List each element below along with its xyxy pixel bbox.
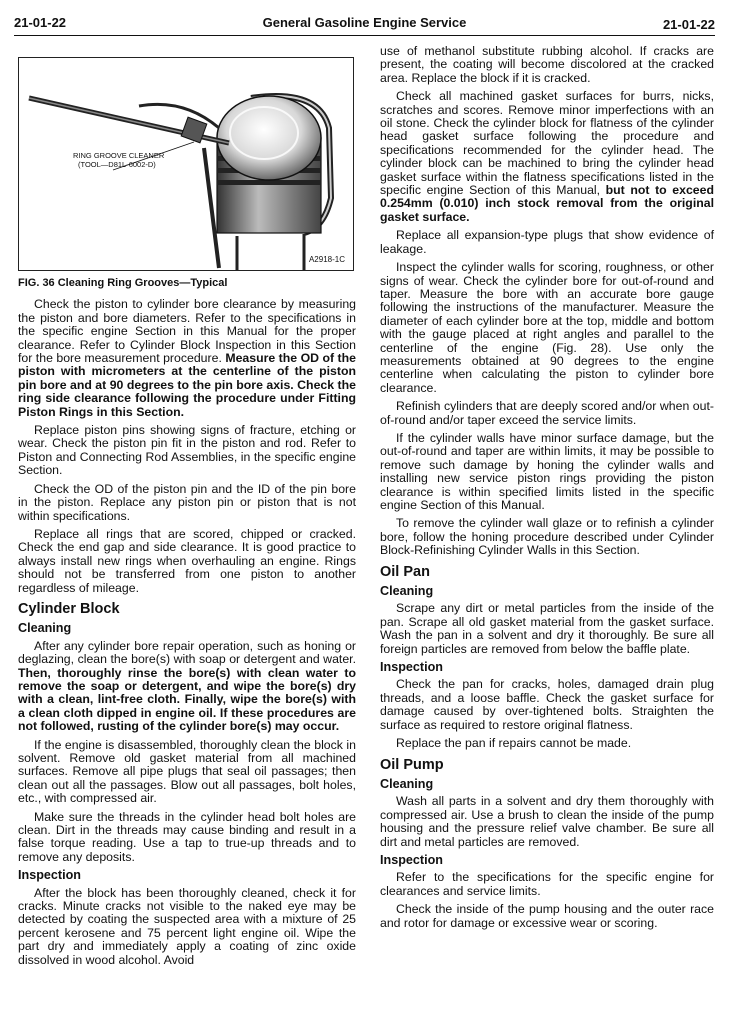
paragraph: Refer to the specifications for the specific engine for clearances and service limits. [380,870,714,898]
piston-illustration [19,58,353,270]
subheading-inspection: Inspection [18,868,81,883]
section-heading-cylinder-block: Cylinder Block [18,600,120,617]
subheading-cleaning: Cleaning [18,621,72,636]
bold-text-run: Measure the OD of the piston with micrometers at the centerline of the piston pin bore and at 90 degrees to the pin bore axis. Check the ring side clearance following the procedure under Fitting Piston Rings in this Section. [18,351,356,419]
section-heading-oil-pan: Oil Pan [380,563,430,580]
figure-caption: FIG. 36 Cleaning Ring Grooves—Typical [18,277,228,289]
paragraph: Replace the pan if repairs cannot be made. [396,736,632,751]
figure-tool-number: (TOOL—D81L-6002-D) [78,159,156,169]
paragraph: Scrape any dirt or metal particles from the inside of the pan. Scrape all old gasket material from the gasket surface. Wash the pan in a solvent and dry it thoroughly. Be sure all foreign particles are removed from below the baffle plate. [380,601,714,656]
paragraph: If the engine is disassembled, thoroughly clean the block in solvent. Remove old gasket material from all machined surfaces. Remove all pipe plugs that seal oil passages; then clean out all the passages. Blow out all passages, bolt holes, etc., with compressed air. [18,737,356,806]
subheading-cleaning: Cleaning [380,584,434,599]
section-heading-oil-pump: Oil Pump [380,756,444,773]
running-title: General Gasoline Engine Service [262,15,467,30]
paragraph: Wash all parts in a solvent and dry them thoroughly with compressed air. Use a brush to clean the inside of the pump housing and the pressure relief valve chamber. Be sure all dirt and metal particles are removed. [380,794,714,849]
paragraph: To remove the cylinder wall glaze or to refinish a cylinder bore, follow the honing procedure described under Cylinder Block-Refinishing Cylinder Walls in this Section. [380,516,714,558]
text-run: After any cylinder bore repair operation, such as honing or deglazing, clean the bore(s) with soap or detergent and water. [18,638,356,667]
paragraph: After the block has been thoroughly cleaned, check it for cracks. Minute cracks not visible to the naked eye may be detected by coating the suspected area with a mixture of 25 percent kerosene and 75 percent light engine oil. Wipe the part dry and immediately apply a coating of zinc oxide dissolved in wood alcohol. Avoid [18,885,356,967]
bold-text-run: but not to exceed 0.254mm (0.010) inch stock removal from the original gasket surface. [380,183,714,224]
figure-code: A2918-1C [308,254,345,264]
paragraph: Check the inside of the pump housing and the outer race and rotor for damage or excessive wear or scoring. [380,902,714,930]
page-header [14,13,715,36]
paragraph: Replace all expansion-type plugs that show evidence of leakage. [380,228,714,256]
right-column [380,45,714,935]
page-number-left: 21-01-22 [14,15,67,30]
paragraph: use of methanol substitute rubbing alcohol. If cracks are present, the coating will become discolored at the cracked area. Replace the block if it is cracked. [380,44,714,85]
paragraph: If the cylinder walls have minor surface damage, but the out-of-round and taper are within limits, it may be possible to remove such damage by honing the cylinder walls and installing new service piston rings providing the piston clearance is within specified limits listed in the specific engine Section of this Manual. [380,430,714,512]
paragraph: Check the OD of the piston pin and the ID of the pin bore in the piston. Replace any piston pin or piston that is not within specifications. [18,481,356,523]
left-column [18,45,356,972]
subheading-inspection: Inspection [380,852,443,867]
paragraph [18,298,356,419]
paragraph [18,640,356,734]
paragraph: Check the pan for cracks, holes, damaged drain plug threads, and a loose baffle. Check the gasket surface for damage caused by over-tightened bolts. Straighten the surface as required to restore original flatness. [380,677,714,732]
text-run: Check the piston to cylinder bore clearance by measuring the piston and bore diameters. Refer to the specifications in the specific engine Section in this Manual for the proper clearance. Refer to Cylinder Block Inspection in this Section for the bore measurement procedure. [18,297,356,366]
subheading-inspection: Inspection [380,660,443,675]
paragraph: Refinish cylinders that are deeply scored and/or when out-of-round and/or taper exceed the service limits. [380,399,714,427]
page-number-right: 21-01-22 [662,17,715,32]
text-run: Check all machined gasket surfaces for burrs, nicks, scratches and scores. Remove minor imperfections with an oil stone. Check the cylinder block for flatness of the cylinder head gasket surface following the procedure and specifications recommended for the cylinder head. The cylinder block can be machined to bring the cylinder head gasket surface within the flatness specifications listed in the specific engine Section of this Manual, [380,89,714,198]
figure-tool-name: RING GROOVE CLEANER [73,151,165,160]
paragraph [380,90,714,224]
bold-text-run: Then, thoroughly rinse the bore(s) with clean water to remove the soap or detergent, and wipe the bore(s) dry with a clean, lint-free cloth. Finally, wipe the bore(s) with a clean cloth dipped in engine oil. If these procedures are not followed, rusting of the cylinder bore(s) may occur. [18,665,356,734]
figure-tool-label [73,152,164,169]
paragraph: Make sure the threads in the cylinder head bolt holes are clean. Dirt in the threads may cause binding and result in a false torque reading. Use a tap to true-up threads and to remove any deposits. [18,809,356,864]
subheading-cleaning: Cleaning [380,776,434,791]
figure-ring-groove-cleaning [18,57,354,271]
paragraph: Replace piston pins showing signs of fracture, etching or wear. Check the piston pin fit in the piston and rod. Refer to Piston and Connecting Rod Assemblies, in the specific engine Section. [18,423,356,478]
paragraph: Inspect the cylinder walls for scoring, roughness, or other signs of wear. Check the cylinder bore for out-of-round and taper. Measure the bore with an accurate bore gauge following the instructions of the manufacturer. Measure the diameter of each cylinder bore at the top, middle and bottom with the gauge placed at right angles and parallel to the centerline of the engine (Fig. 28). Use only the measurements obtained at 90 degrees to the engine centerline when calculating the piston to cylinder bore clearance. [380,260,714,395]
paragraph: Replace all rings that are scored, chipped or cracked. Check the end gap and side clearance. It is good practice to always install new rings when overhauling an engine. Rings should not be transferred from one piston to another regardless of mileage. [18,526,356,595]
